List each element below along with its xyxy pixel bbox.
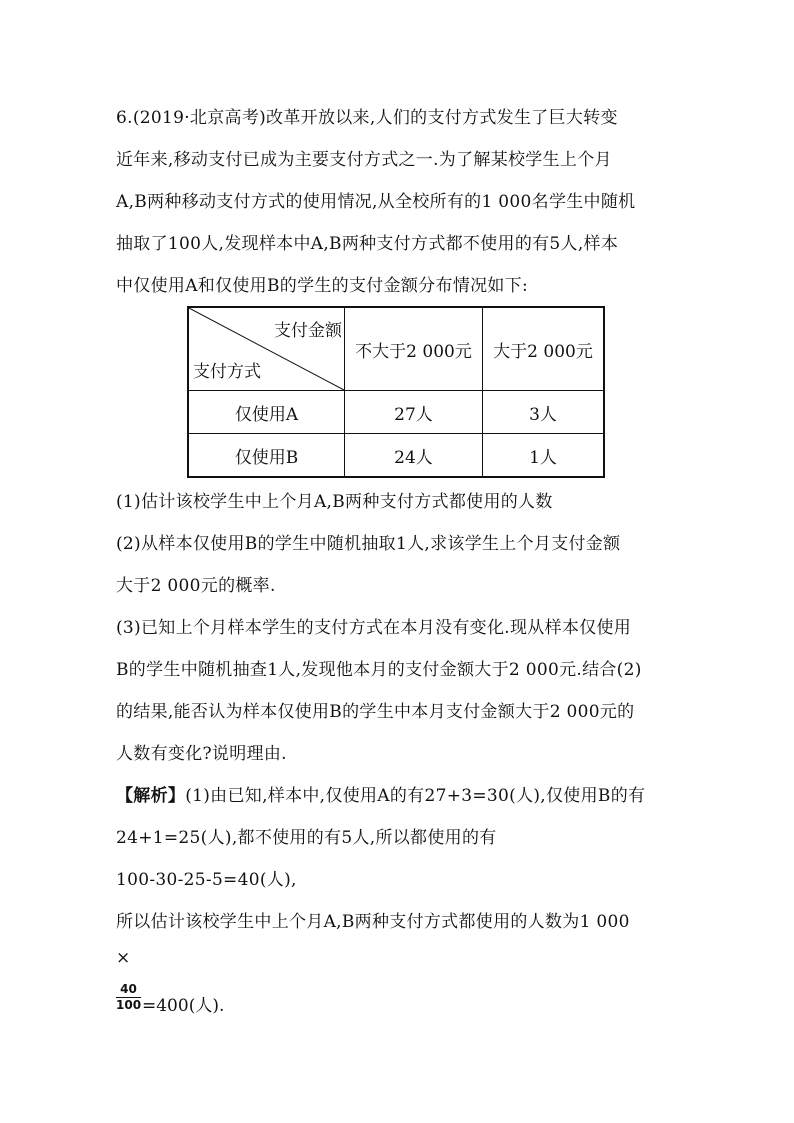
problem-line-5: 中仅使用A和仅使用B的学生的支付金额分布情况如下: xyxy=(116,276,528,296)
solution-line-3: 100-30-25-5=40(人), xyxy=(116,870,297,890)
cell-only-a-gt-2000: 3人 xyxy=(483,391,605,434)
fraction-result: =400(人). xyxy=(142,996,225,1016)
cell-only-b-le-2000: 24人 xyxy=(345,434,483,478)
col-header-le-2000: 不大于2 000元 xyxy=(345,307,483,391)
question-3-line-1: (3)已知上个月样本学生的支付方式在本月没有变化.现从样本仅使用 xyxy=(116,618,632,638)
question-3-line-4: 人数有变化?说明理由. xyxy=(116,744,287,764)
table-corner-cell xyxy=(188,307,345,391)
question-3-line-2: B的学生中随机抽查1人,发现他本月的支付金额大于2 000元.结合(2) xyxy=(116,660,642,680)
solution-line-4: 所以估计该校学生中上个月A,B两种支付方式都使用的人数为1 000 xyxy=(116,912,630,932)
solution-line-2: 24+1=25(人),都不使用的有5人,所以都使用的有 xyxy=(116,828,497,848)
problem-line-2: 近年来,移动支付已成为主要支付方式之一.为了解某校学生上个月 xyxy=(116,150,612,170)
question-2-line-1: (2)从样本仅使用B的学生中随机抽取1人,求该学生上个月支付金额 xyxy=(116,534,621,554)
solution-line-1 xyxy=(116,786,645,806)
corner-label-method: 支付方式 xyxy=(193,362,261,382)
problem-line-3: A,B两种移动支付方式的使用情况,从全校所有的1 000名学生中随机 xyxy=(116,192,636,212)
fraction-numerator: 40 xyxy=(116,982,141,998)
row-label-only-b: 仅使用B xyxy=(188,434,345,478)
solution-times-sign: × xyxy=(116,948,131,968)
question-3-line-3: 的结果,能否认为样本仅使用B的学生中本月支付金额大于2 000元的 xyxy=(116,702,635,722)
row-label-only-a: 仅使用A xyxy=(188,391,345,434)
col-header-gt-2000: 大于2 000元 xyxy=(483,307,605,391)
problem-line-1: 6.(2019·北京高考)改革开放以来,人们的支付方式发生了巨大转变 xyxy=(116,108,618,128)
solution-fraction xyxy=(116,982,141,1013)
corner-label-amount: 支付金额 xyxy=(274,321,342,341)
cell-only-b-gt-2000: 1人 xyxy=(483,434,605,478)
question-1: (1)估计该校学生中上个月A,B两种支付方式都使用的人数 xyxy=(116,492,553,512)
table-row xyxy=(188,434,604,478)
table-header-row xyxy=(188,307,604,391)
question-2-line-2: 大于2 000元的概率. xyxy=(116,576,276,596)
problem-line-4: 抽取了100人,发现样本中A,B两种支付方式都不使用的有5人,样本 xyxy=(116,234,619,254)
payment-table xyxy=(187,306,605,478)
table-row xyxy=(188,391,604,434)
fraction-denominator: 100 xyxy=(116,998,142,1012)
cell-only-a-le-2000: 27人 xyxy=(345,391,483,434)
solution-tag: 【解析】 xyxy=(116,786,186,806)
solution-first-line: (1)由已知,样本中,仅使用A的有27+3=30(人),仅使用B的有 xyxy=(185,786,646,806)
